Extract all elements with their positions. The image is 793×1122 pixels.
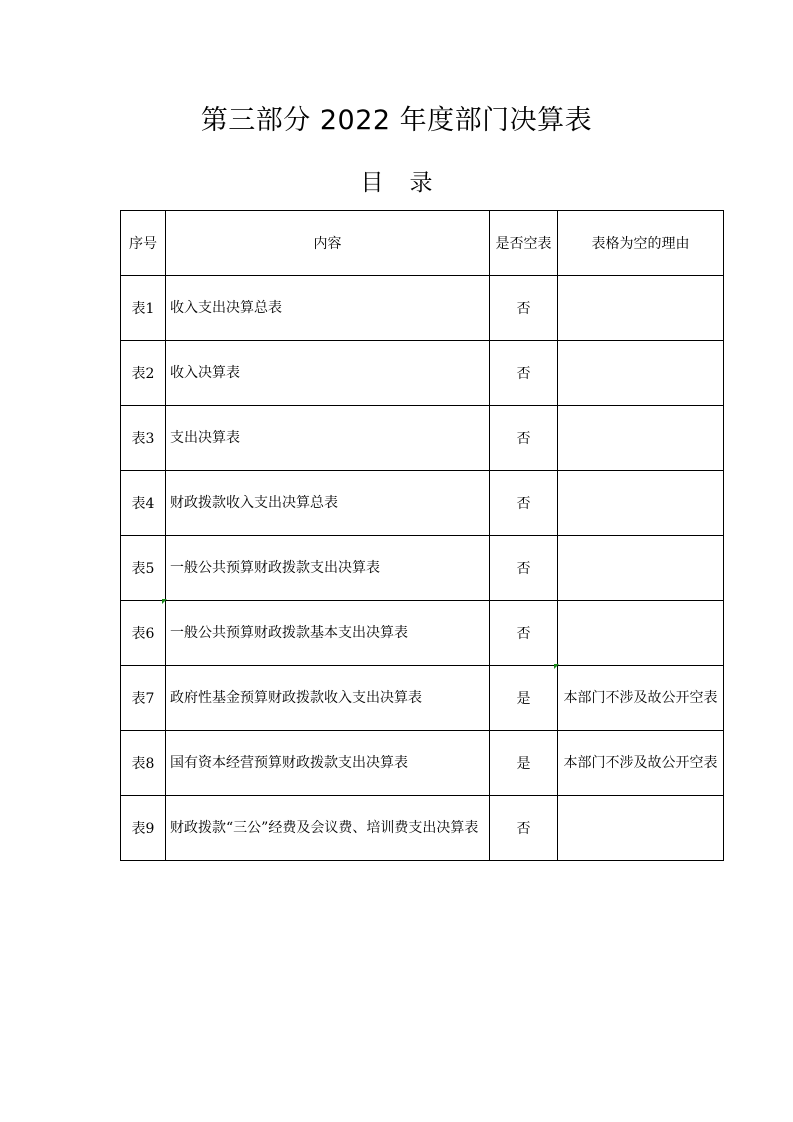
row-content: 政府性基金预算财政拨款收入支出决算表 bbox=[166, 666, 490, 731]
row-content: 财政拨款收入支出决算总表 bbox=[166, 471, 490, 536]
row-content: 一般公共预算财政拨款支出决算表 bbox=[166, 536, 490, 601]
table-header-row bbox=[121, 211, 724, 276]
page-title: 第三部分 2022 年度部门决算表 bbox=[200, 105, 593, 136]
row-serial: 表4 bbox=[121, 471, 166, 536]
row-is-empty: 否 bbox=[490, 536, 558, 601]
row-serial: 表1 bbox=[121, 276, 166, 341]
table-row bbox=[121, 536, 724, 601]
row-content: 收入决算表 bbox=[166, 341, 490, 406]
row-empty-reason bbox=[558, 601, 724, 666]
row-empty-reason bbox=[558, 406, 724, 471]
header-is-empty: 是否空表 bbox=[490, 211, 558, 276]
row-is-empty: 否 bbox=[490, 276, 558, 341]
toc-table bbox=[120, 210, 724, 861]
row-serial: 表2 bbox=[121, 341, 166, 406]
row-serial: 表6 bbox=[121, 601, 166, 666]
table-row bbox=[121, 406, 724, 471]
row-serial: 表7 bbox=[121, 666, 166, 731]
row-empty-reason bbox=[558, 471, 724, 536]
row-is-empty: 否 bbox=[490, 796, 558, 861]
row-empty-reason bbox=[558, 276, 724, 341]
row-is-empty: 否 bbox=[490, 341, 558, 406]
row-content: 国有资本经营预算财政拨款支出决算表 bbox=[166, 731, 490, 796]
header-empty-reason: 表格为空的理由 bbox=[558, 211, 724, 276]
row-is-empty: 是 bbox=[490, 731, 558, 796]
table-row bbox=[121, 276, 724, 341]
row-serial: 表8 bbox=[121, 731, 166, 796]
row-content: 收入支出决算总表 bbox=[166, 276, 490, 341]
row-content: 一般公共预算财政拨款基本支出决算表 bbox=[166, 601, 490, 666]
row-is-empty: 是 bbox=[490, 666, 558, 731]
table-row bbox=[121, 666, 724, 731]
row-empty-reason bbox=[558, 796, 724, 861]
row-empty-reason: 本部门不涉及故公开空表 bbox=[558, 731, 724, 796]
row-is-empty: 否 bbox=[490, 471, 558, 536]
table-row bbox=[121, 341, 724, 406]
row-is-empty: 否 bbox=[490, 406, 558, 471]
table-row bbox=[121, 601, 724, 666]
table-row bbox=[121, 731, 724, 796]
row-serial: 表5 bbox=[121, 536, 166, 601]
table-row bbox=[121, 471, 724, 536]
header-content: 内容 bbox=[166, 211, 490, 276]
row-serial: 表3 bbox=[121, 406, 166, 471]
header-serial: 序号 bbox=[121, 211, 166, 276]
row-empty-reason: 本部门不涉及故公开空表 bbox=[558, 666, 724, 731]
row-empty-reason bbox=[558, 536, 724, 601]
toc-heading: 目录 bbox=[360, 170, 459, 196]
row-is-empty: 否 bbox=[490, 601, 558, 666]
row-serial: 表9 bbox=[121, 796, 166, 861]
row-content: 财政拨款“三公”经费及会议费、培训费支出决算表 bbox=[166, 796, 490, 861]
row-content: 支出决算表 bbox=[166, 406, 490, 471]
row-empty-reason bbox=[558, 341, 724, 406]
table-row bbox=[121, 796, 724, 861]
